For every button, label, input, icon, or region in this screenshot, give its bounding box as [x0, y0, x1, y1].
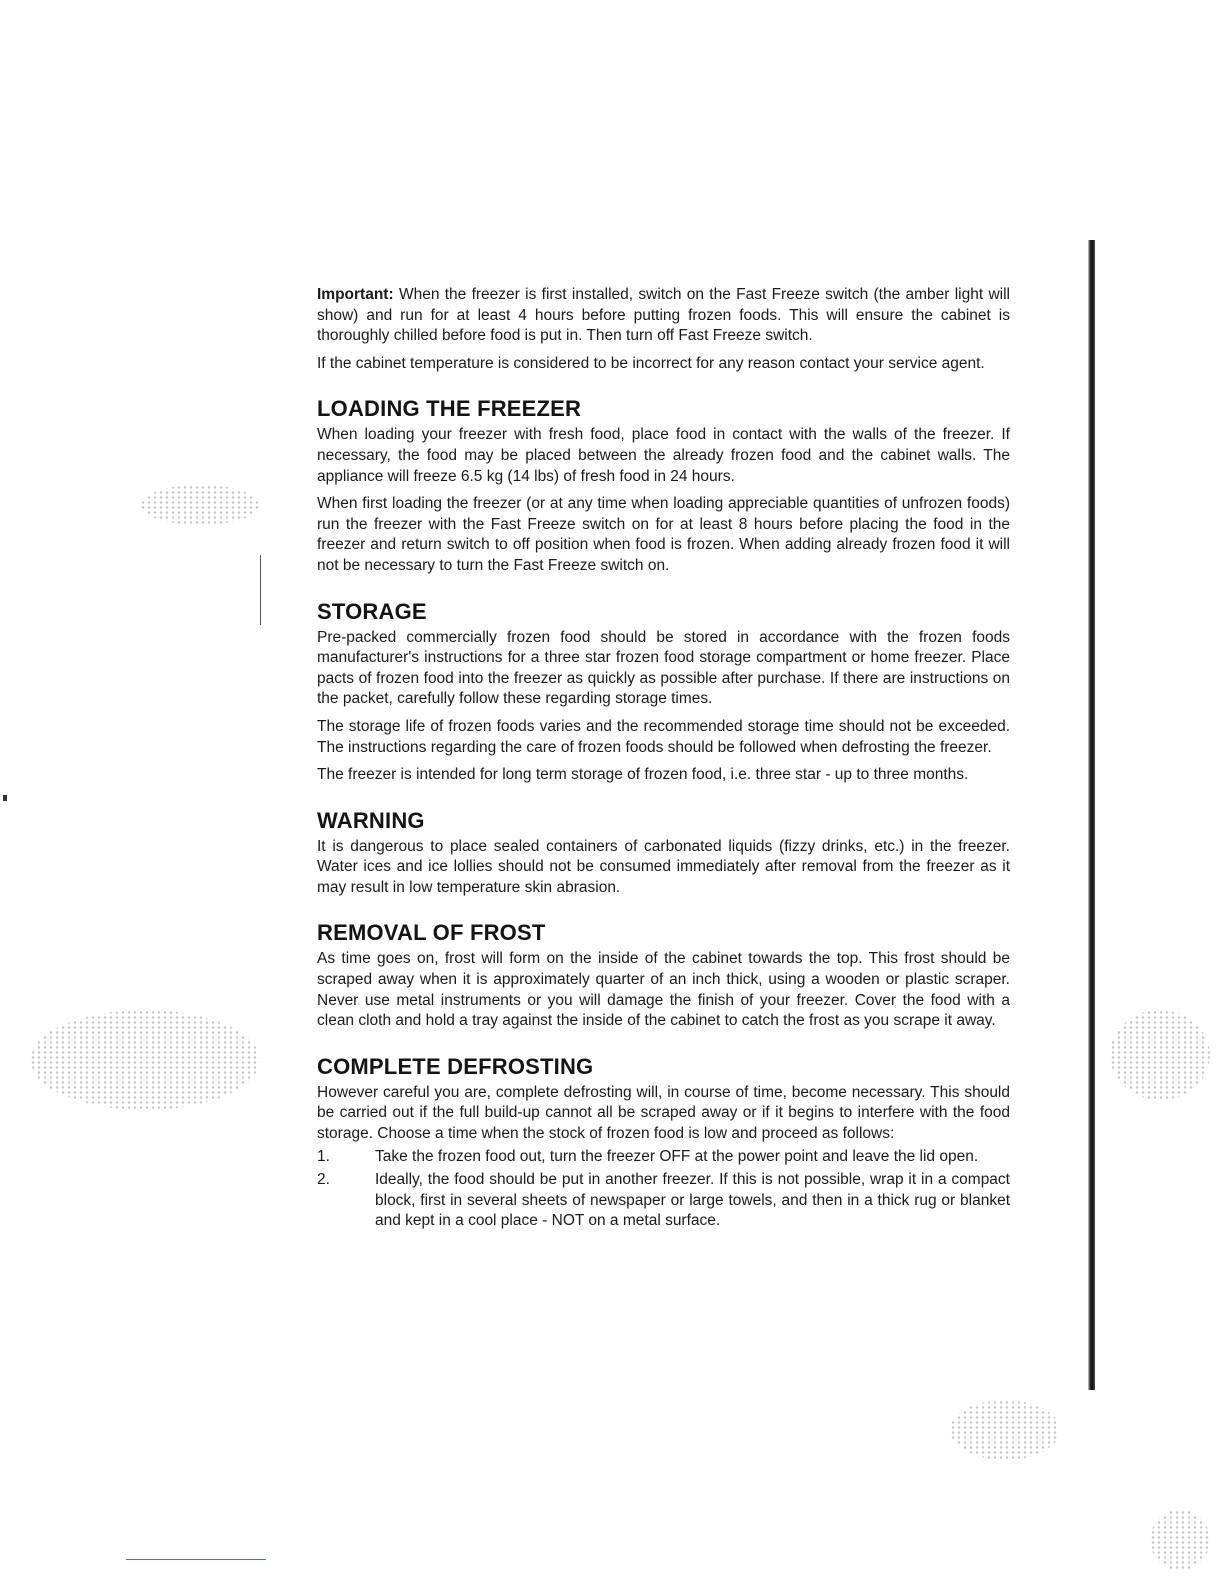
- warning-section: [317, 808, 1010, 899]
- list-item: [317, 1147, 1010, 1168]
- scan-speckle: [140, 485, 260, 525]
- storage-paragraph: Pre-packed commercially frozen food should be stored in accordance with the frozen foods manufacturer's instructions for a three star frozen food storage compartment or home freezer. Place pacts of frozen food into the freezer as quickly as possible after purchase. If there are instructions on the packet, carefully follow these regarding storage times.: [317, 628, 1010, 708]
- footer-rule: [126, 1559, 266, 1560]
- document-body: [317, 285, 1010, 1235]
- section-heading-defrost: COMPLETE DEFROSTING: [317, 1053, 594, 1079]
- scan-speckle: [1150, 1510, 1210, 1570]
- scan-mark: [260, 555, 261, 625]
- intro-section: [317, 285, 1010, 374]
- defrost-paragraph: However careful you are, complete defrosting will, in course of time, become necessary. This should be carried out if the full build-up cannot all be scraped away or if it begins to interfere with the food storage. Choose a time when the stock of frozen food is low and proceed as follows:: [317, 1083, 1010, 1143]
- step-number: 2.: [317, 1171, 330, 1189]
- frost-section: [317, 920, 1010, 1031]
- scan-mark: [3, 795, 7, 801]
- intro-text: When the freezer is first installed, switch on the Fast Freeze switch (the amber light will show) and run for at least 4 hours before putting frozen foods. This will ensure the cabinet is thoroughly chilled before food is put in. Then turn off Fast Freeze switch.: [317, 286, 1010, 345]
- scan-speckle: [950, 1400, 1060, 1460]
- step-number: 1.: [317, 1147, 330, 1165]
- frost-paragraph: As time goes on, frost will form on the inside of the cabinet towards the top. This frost should be scraped away when it is approximately quarter of an inch thick, using a wooden or plastic scraper. Never use metal instruments or you will damage the finish of your freezer. Cover the food with a clean cloth and hold a tray against the inside of the cabinet to catch the frost as you scrape it away.: [317, 950, 1010, 1030]
- section-heading-storage: STORAGE: [317, 598, 427, 624]
- loading-paragraph: When first loading the freezer (or at any time when loading appreciable quantities of unfrozen foods) run the freezer with the Fast Freeze switch on for at least 8 hours before placing the food in the freezer and return switch to off position when food is frozen. When adding already frozen food it will not be necessary to turn the Fast Freeze switch on.: [317, 495, 1010, 574]
- list-item: [317, 1170, 1010, 1232]
- scan-speckle: [1110, 1010, 1210, 1100]
- important-label: Important:: [317, 286, 394, 303]
- scan-binding-edge: [1088, 240, 1095, 1390]
- loading-section: [317, 396, 1010, 576]
- storage-paragraph: The freezer is intended for long term storage of frozen food, i.e. three star - up to three months.: [317, 766, 969, 784]
- scan-speckle: [30, 1010, 260, 1110]
- step-text: Take the frozen food out, turn the freezer OFF at the power point and leave the lid open.: [375, 1147, 979, 1165]
- section-heading-frost: REMOVAL OF FROST: [317, 920, 546, 946]
- storage-section: [317, 599, 1010, 786]
- section-heading-warning: WARNING: [317, 807, 425, 833]
- defrost-steps: [317, 1147, 1010, 1232]
- intro-paragraph: [317, 285, 1010, 347]
- intro-paragraph-service: If the cabinet temperature is considered to be incorrect for any reason contact your service agent.: [317, 354, 985, 372]
- defrost-section: [317, 1054, 1010, 1232]
- section-heading-loading: LOADING THE FREEZER: [317, 396, 582, 422]
- warning-paragraph: It is dangerous to place sealed containers of carbonated liquids (fizzy drinks, etc.) in the freezer. Water ices and ice lollies should not be consumed immediately after removal from the freezer as it may result in low temperature skin abrasion.: [317, 837, 1010, 896]
- step-text: Ideally, the food should be put in another freezer. If this is not possible, wrap it in a compact block, first in several sheets of newspaper or large towels, and then in a thick rug or blanket and kept in a cool place - NOT on a metal surface.: [375, 1171, 1010, 1230]
- storage-paragraph: The storage life of frozen foods varies and the recommended storage time should not be exceeded. The instructions regarding the care of frozen foods should be followed when defrosting the freezer.: [317, 717, 1010, 756]
- loading-paragraph: When loading your freezer with fresh food, place food in contact with the walls of the freezer. If necessary, the food may be placed between the already frozen food and the cabinet walls. The appliance will freeze 6.5 kg (14 lbs) of fresh food in 24 hours.: [317, 426, 1010, 485]
